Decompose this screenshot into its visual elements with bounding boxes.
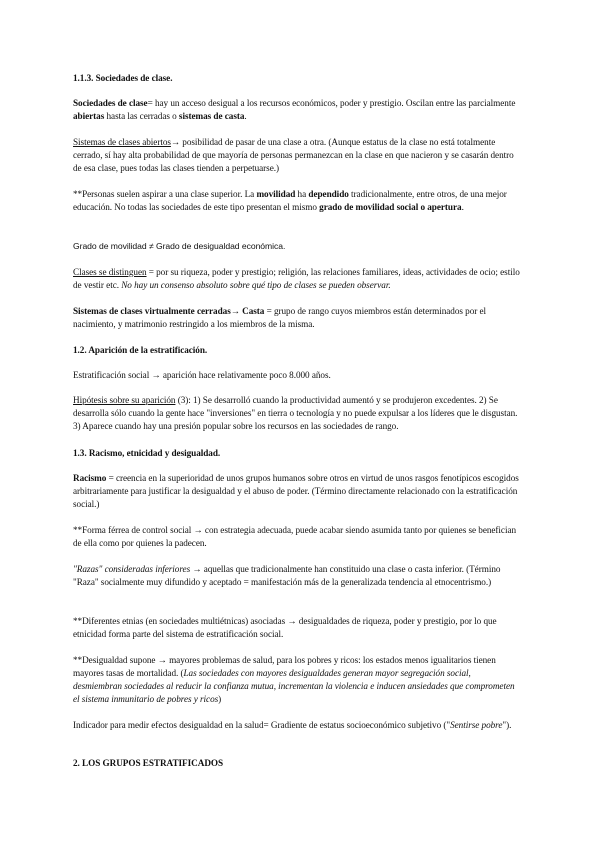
- paragraph-hipotesis: [73, 394, 521, 433]
- term-movilidad: movilidad: [256, 189, 296, 199]
- term-sistemas-clases-abiertos: Sistemas de clases abiertos: [73, 137, 171, 147]
- paragraph-grado-movilidad: Grado de movilidad ≠ Grado de desigualdad económica.: [73, 241, 286, 251]
- paragraph-estratificacion: Estratificación social → aparición hace relativamente poco 8.000 años.: [73, 370, 331, 380]
- paragraph-movilidad: [73, 188, 521, 214]
- term-sentirse-pobre: Sentirse pobre: [450, 720, 503, 730]
- paragraph-clases-se-distinguen: [73, 266, 521, 292]
- text-span: hasta las cerradas o: [104, 111, 179, 121]
- term-racismo: Racismo: [73, 473, 107, 483]
- section-heading-1-3: 1.3. Racismo, etnicidad y desigualdad.: [73, 448, 221, 458]
- text-span: = creencia en la superioridad de unos grupos humanos sobre otros en virtud de unos rasgos fenotípicos escogidos arbitrariamente para justificar la desigualdad y el abuso de poder. (Término directamente relacionado con la estratificación social.): [73, 473, 519, 509]
- text-span: → posibilidad de pasar de una clase a otra. (Aunque estatus de la clase no está totalmente cerrado, sí hay alta probabilidad de que mayoría de personas permanezcan en la clase en que nacieron y se casarán dentro de esa clase, pues todas las clases tienden a perpetuarse.): [73, 137, 514, 173]
- section-heading-1-2: 1.2. Aparición de la estratificación.: [73, 345, 208, 355]
- text-span: tradicionalmente, entre otros, de una mejor educación. No todas las sociedades de este tipo presentan el mismo: [73, 189, 507, 212]
- text-span: = por su riqueza, poder y prestigio; religión, las relaciones familiares, ideas, actividades de ocio; estilo de vestir etc.: [73, 267, 520, 290]
- text-span: = grupo de rango cuyos miembros están determinados por el nacimiento, y matrimonio restringido a los miembros de la misma.: [73, 306, 487, 329]
- paragraph-sociedades-de-clase: [73, 97, 521, 123]
- italic-note: No hay un consenso absoluto sobre qué tipo de clases se pueden observar.: [121, 280, 391, 290]
- term-sistemas-de-casta: sistemas de casta: [178, 111, 245, 121]
- text-span: **Personas suelen aspirar a una clase superior. La: [73, 189, 257, 199]
- paragraph-clases-abiertos: [73, 136, 521, 175]
- italic-quote: Las sociedades con mayores desigualdades generan mayor segregación social, desmiembran sociedades al reducir la confianza mutua, incrementan la violencia e inducen ansiedades que comprometen el sistema inmunitario de pobres y ricos: [73, 668, 515, 704]
- term-grado-movilidad: grado de movilidad social o apertura: [319, 202, 462, 212]
- text-span: → aquellas que tradicionalmente han constituido una clase o casta inferior. (Término "Raza" socialmente muy difundido y aceptado = manifestación más de la generalizada tendencia al etnocentrismo.): [73, 564, 501, 587]
- term-razas: "Razas" consideradas inferiores: [73, 564, 191, 574]
- text-span: .: [461, 202, 464, 212]
- text-span: ha: [295, 189, 309, 199]
- paragraph-razas: [73, 563, 521, 589]
- term-sociedades-de-clase: Sociedades de clase: [73, 98, 148, 108]
- text-span: .: [244, 111, 247, 121]
- paragraph-etnias: **Diferentes etnias (en sociedades multiétnicas) asociadas → desigualdades de riqueza, poder y prestigio, por lo que etnicidad forma parte del sistema de estratificación social.: [73, 616, 497, 639]
- text-span: ): [218, 694, 222, 704]
- term-casta: Sistemas de clases virtualmente cerradas→ Casta: [73, 306, 265, 316]
- term-hipotesis: Hipótesis sobre su aparición: [73, 395, 176, 405]
- term-dependido: dependido: [308, 189, 349, 199]
- term-abiertas: abiertas: [73, 111, 105, 121]
- text-span: **Desigualdad supone → mayores problemas de salud, para los pobres y ricos: los estados menos igualitarios tienen mayores tasas de mortalidad. (: [73, 655, 496, 678]
- section-heading-2: 2. LOS GRUPOS ESTRATIFICADOS: [73, 758, 224, 768]
- paragraph-indicador: [73, 719, 521, 732]
- text-span: Indicador para medir efectos desigualdad en la salud= Gradiente de estatus socioeconómico subjetivo (": [73, 720, 451, 730]
- section-heading-1-1-3: 1.1.3. Sociedades de clase.: [73, 73, 173, 83]
- paragraph-casta: [73, 305, 521, 331]
- term-clases-se-distinguen: Clases se distinguen: [73, 267, 147, 277]
- text-span: ").: [502, 720, 512, 730]
- paragraph-desigualdad-salud: [73, 654, 521, 706]
- paragraph-control-social: **Forma férrea de control social → con estrategia adecuada, puede acabar siendo asumida tanto por quienes se benefician de ella como por quienes la padecen.: [73, 525, 517, 548]
- paragraph-racismo: [73, 472, 521, 511]
- text-span: = hay un acceso desigual a los recursos económicos, poder y prestigio. Oscilan entre las parcialmente: [147, 98, 516, 108]
- text-span: (3): 1) Se desarrolló cuando la productividad aumentó y se produjeron excedentes. 2) Se desarrolla sólo cuando la gente hace "inversiones" en tierra o tecnología y no puede expulsar a los líderes que le disgustan. 3) Aparece cuando hay una presión popular sobre los recursos en las sociedades de rango.: [73, 395, 518, 431]
